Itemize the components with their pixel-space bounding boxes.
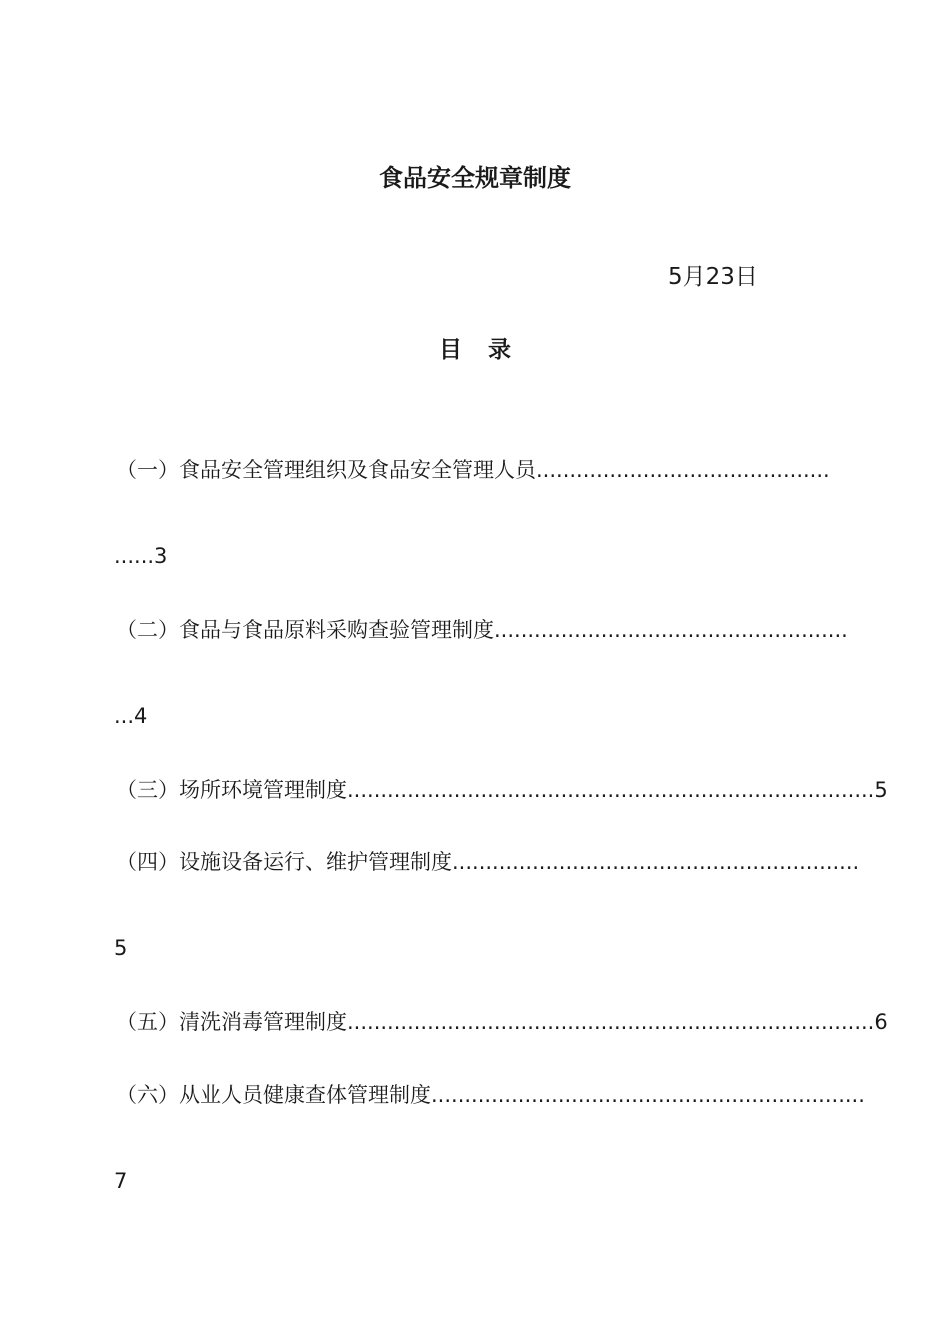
toc-heading-right: 录 — [488, 337, 511, 363]
toc-entry-6-page[interactable]: 7 — [114, 1169, 128, 1193]
toc-heading — [0, 331, 950, 364]
toc-entry-4[interactable] — [116, 847, 860, 877]
toc-entry-3[interactable] — [116, 775, 888, 805]
toc-entry-label: （五）清洗消毒管理制度 — [116, 1010, 347, 1034]
toc-entry-2[interactable] — [116, 615, 848, 645]
toc-heading-left: 目 — [439, 337, 462, 363]
toc-entry-6[interactable] — [116, 1080, 865, 1110]
toc-entry-label: （一）食品安全管理组织及食品安全管理人员 — [116, 458, 536, 482]
toc-entry-label: （三）场所环境管理制度 — [116, 778, 347, 802]
document-title: 食品安全规章制度 — [379, 164, 571, 192]
toc-entry-label: （二）食品与食品原料采购查验管理制度 — [116, 618, 494, 642]
toc-entry-2-page[interactable]: ...4 — [114, 704, 148, 728]
document-date: 5月23日 — [668, 264, 758, 290]
toc-entry-1[interactable] — [116, 455, 838, 485]
toc-entry-5[interactable] — [116, 1007, 888, 1037]
toc-entry-1-page[interactable]: ......3 — [114, 544, 168, 568]
toc-entry-leader: ................................................................. — [431, 1083, 865, 1107]
toc-entry-leader: ...............................................................................5 — [347, 778, 888, 802]
toc-entry-leader: ..................................................... — [494, 618, 848, 642]
toc-entry-leader: ............................................ — [536, 458, 830, 482]
toc-entry-leader: ...............................................................................6 — [347, 1010, 888, 1034]
toc-entry-label: （六）从业人员健康查体管理制度 — [116, 1083, 431, 1107]
toc-entry-leader: ............................................................. — [452, 850, 860, 874]
toc-entry-label: （四）设施设备运行、维护管理制度 — [116, 850, 452, 874]
toc-entry-4-page[interactable]: 5 — [114, 936, 128, 960]
